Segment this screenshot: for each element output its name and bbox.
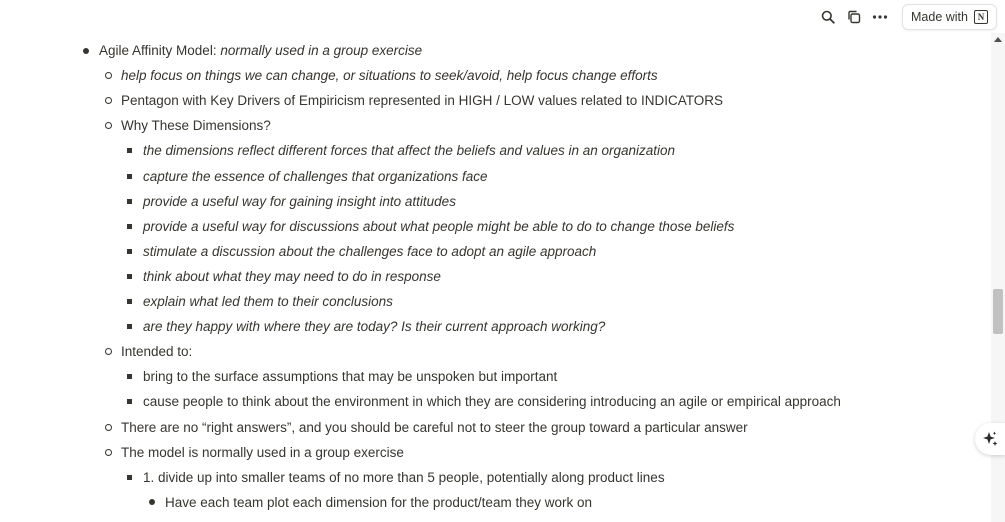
list-item-text (143, 214, 734, 239)
circle-bullet-icon (105, 122, 112, 129)
ai-assistant-button[interactable] (975, 423, 1005, 455)
list-item-text (121, 88, 723, 113)
list-item[interactable] (0, 490, 980, 515)
list-item-text (143, 364, 557, 389)
list-item-text (143, 389, 841, 414)
list-item-text (121, 63, 658, 88)
disc-bullet-icon (149, 499, 155, 505)
list-item-plain-text: Agile Affinity Model: (99, 43, 221, 58)
list-item-text (143, 239, 596, 264)
list-item-text (143, 164, 487, 189)
circle-bullet-icon (105, 72, 112, 79)
list-item-italic-text: provide a useful way for gaining insight into attitudes (143, 193, 456, 209)
circle-bullet-icon (105, 424, 112, 431)
list-item-text (143, 189, 456, 214)
list-item-text (143, 465, 665, 490)
list-item-italic-text: are they happy with where they are today? Is their current approach working? (143, 319, 606, 335)
list-item-italic-text: stimulate a discussion about the challenges face to adopt an agile approach (143, 243, 597, 259)
list-item[interactable] (0, 389, 980, 414)
list-item-text (121, 415, 748, 440)
list-item[interactable] (0, 440, 980, 465)
list-item-plain-text: Intended to: (121, 344, 193, 360)
more-icon[interactable] (868, 5, 892, 29)
list-item-plain-text: bring to the surface assumptions that may be unspoken but important (143, 369, 558, 385)
duplicate-icon[interactable] (842, 5, 866, 29)
list-item-italic-text: help focus on things we can change, or situations to seek/avoid, help focus change efforts (121, 68, 658, 84)
square-bullet-icon (127, 475, 132, 480)
list-item-plain-text: The model is normally used in a group exercise (121, 444, 404, 460)
list-item-text (99, 38, 422, 63)
list-item-italic-text: explain what led them to their conclusions (143, 294, 393, 309)
list-item-plain-text: 1. divide up into smaller teams of no more than 5 people, potentially along product lines (143, 469, 665, 485)
list-item-text (121, 339, 192, 364)
list-item-italic-text: normally used in a group exercise (220, 43, 423, 58)
square-bullet-icon (127, 249, 132, 254)
list-item[interactable] (0, 264, 980, 289)
list-item[interactable] (0, 38, 980, 63)
top-toolbar (814, 4, 997, 30)
list-item[interactable] (0, 415, 980, 440)
list-item-plain-text: There are no “right answers”, and you should be careful not to steer the group toward a particular answer (121, 419, 748, 435)
square-bullet-icon (127, 224, 132, 229)
square-bullet-icon (127, 274, 132, 279)
square-bullet-icon (127, 324, 132, 329)
list-item[interactable] (0, 88, 980, 113)
list-item-text (143, 314, 605, 339)
list-item[interactable] (0, 63, 980, 88)
list-item-text (143, 138, 675, 163)
list-item-italic-text: think about what they may need to do in response (143, 268, 441, 284)
made-with-notion-button[interactable] (902, 4, 997, 30)
list-item-text (165, 490, 592, 515)
list-item[interactable] (0, 164, 980, 189)
list-item-text (121, 113, 271, 138)
list-item-italic-text: capture the essence of challenges that organizations face (143, 168, 488, 184)
search-icon[interactable] (816, 5, 840, 29)
list-item[interactable] (0, 465, 980, 490)
square-bullet-icon (127, 399, 132, 404)
list-item[interactable] (0, 339, 980, 364)
list-item-plain-text: Have each team plot each dimension for the product/team they work on (165, 494, 592, 510)
list-item-text (143, 264, 441, 289)
list-item-italic-text: provide a useful way for discussions about what people might be able to do to change those beliefs (143, 218, 735, 234)
list-item[interactable] (0, 214, 980, 239)
list-item[interactable] (0, 289, 980, 314)
list-item-italic-text: the dimensions reflect different forces that affect the beliefs and values in an organization (143, 143, 676, 159)
list-item[interactable] (0, 113, 980, 138)
list-item[interactable] (0, 138, 980, 163)
list-item[interactable] (0, 314, 980, 339)
list-item[interactable] (0, 189, 980, 214)
circle-bullet-icon (105, 97, 112, 104)
list-item-plain-text: Pentagon with Key Drivers of Empiricism represented in HIGH / LOW values related to INDICATORS (121, 93, 723, 109)
circle-bullet-icon (105, 449, 112, 456)
list-item-text (121, 440, 404, 465)
scrollbar-thumb[interactable] (993, 289, 1003, 334)
list-item[interactable] (0, 239, 980, 264)
list-item-plain-text: cause people to think about the environment in which they are considering introducing an agile or empirical approach (143, 394, 841, 410)
disc-bullet-icon (83, 48, 89, 54)
square-bullet-icon (127, 374, 132, 379)
circle-bullet-icon (105, 348, 112, 355)
list-item-text (143, 289, 393, 314)
square-bullet-icon (127, 174, 132, 179)
list-item-plain-text: Why These Dimensions? (121, 118, 271, 134)
made-with-label: Made with (911, 10, 968, 24)
notion-logo-icon: N (974, 10, 988, 24)
square-bullet-icon (127, 299, 132, 304)
square-bullet-icon (127, 148, 132, 153)
sparkle-icon (981, 430, 999, 448)
list-item[interactable] (0, 364, 980, 389)
scroll-up-arrow-icon[interactable] (994, 37, 1002, 42)
square-bullet-icon (127, 199, 132, 204)
